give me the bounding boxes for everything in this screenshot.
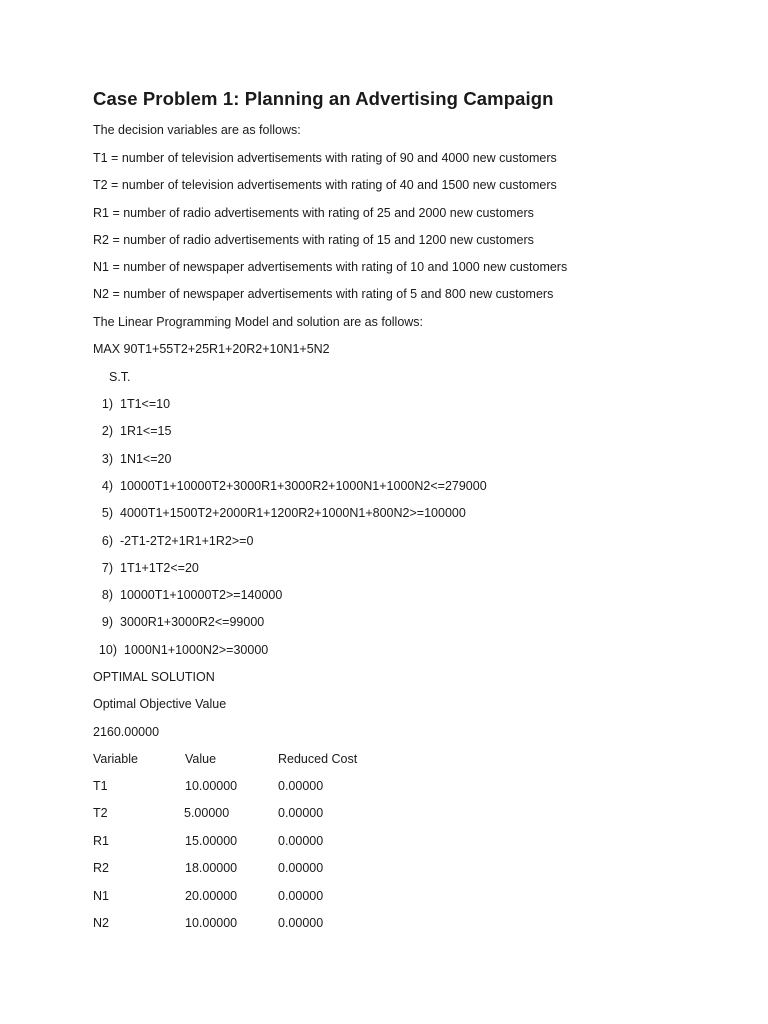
constraint-number: 10) [98, 643, 117, 657]
variable-definition-r2: R2 = number of radio advertisements with rating of 15 and 1200 new customers [93, 233, 534, 247]
table-cell-variable: R1 [93, 834, 109, 848]
constraint-2 [93, 424, 171, 438]
table-cell-variable: T2 [93, 806, 108, 820]
constraint-3 [93, 452, 171, 466]
constraint-number: 4) [101, 479, 113, 493]
constraint-number: 1) [101, 397, 113, 411]
constraint-number: 2) [101, 424, 113, 438]
constraint-number: 9) [101, 615, 113, 629]
model-intro-text: The Linear Programming Model and solution are as follows: [93, 315, 424, 329]
table-cell-reduced-cost: 0.00000 [278, 889, 324, 903]
subject-to-label: S.T. [109, 370, 131, 384]
objective-value: 2160.00000 [93, 725, 160, 739]
table-cell-reduced-cost: 0.00000 [278, 861, 324, 875]
table-cell-value: 5.00000 [184, 806, 230, 820]
table-cell-variable: T1 [93, 779, 108, 793]
table-cell-reduced-cost: 0.00000 [278, 834, 324, 848]
table-cell-variable: R2 [93, 861, 109, 875]
constraint-expression: 10000T1+10000T2+3000R1+3000R2+1000N1+1000N2<=279000 [120, 479, 487, 493]
table-cell-variable: N1 [93, 889, 109, 903]
table-cell-value: 15.00000 [185, 834, 238, 848]
constraint-8 [93, 588, 282, 602]
constraint-expression: 1T1+1T2<=20 [120, 561, 199, 575]
constraint-4 [93, 479, 487, 493]
table-cell-value: 18.00000 [185, 861, 238, 875]
column-header-variable: Variable [93, 752, 138, 766]
objective-function: MAX 90T1+55T2+25R1+20R2+10N1+5N2 [93, 342, 330, 356]
variable-definition-n2: N2 = number of newspaper advertisements with rating of 5 and 800 new customers [93, 287, 554, 301]
table-cell-value: 10.00000 [185, 779, 238, 793]
document-title: Case Problem 1: Planning an Advertising Campaign [93, 88, 554, 109]
table-cell-value: 10.00000 [185, 916, 238, 930]
constraint-number: 7) [101, 561, 113, 575]
objective-value-label: Optimal Objective Value [93, 697, 227, 711]
table-cell-reduced-cost: 0.00000 [278, 916, 324, 930]
column-header-value: Value [185, 752, 217, 766]
constraint-expression: 1N1<=20 [120, 452, 172, 466]
constraint-expression: 1T1<=10 [120, 397, 171, 411]
intro-text: The decision variables are as follows: [93, 123, 301, 137]
table-cell-reduced-cost: 0.00000 [278, 779, 324, 793]
constraint-7 [93, 561, 199, 575]
constraint-10 [97, 643, 268, 657]
constraint-number: 6) [101, 534, 113, 548]
constraint-expression: 10000T1+10000T2>=140000 [120, 588, 283, 602]
table-cell-variable: N2 [93, 916, 109, 930]
constraint-9 [93, 615, 264, 629]
constraint-expression: 1000N1+1000N2>=30000 [124, 643, 269, 657]
constraint-expression: 4000T1+1500T2+2000R1+1200R2+1000N1+800N2>=100000 [120, 506, 466, 520]
constraint-expression: 3000R1+3000R2<=99000 [120, 615, 265, 629]
variable-definition-r1: R1 = number of radio advertisements with rating of 25 and 2000 new customers [93, 206, 534, 220]
optimal-solution-heading: OPTIMAL SOLUTION [93, 670, 215, 684]
table-cell-reduced-cost: 0.00000 [278, 806, 324, 820]
constraint-6 [93, 534, 253, 548]
constraint-1 [93, 397, 170, 411]
table-cell-value: 20.00000 [185, 889, 238, 903]
constraint-number: 5) [101, 506, 113, 520]
constraint-5 [93, 506, 466, 520]
column-header-reduced-cost: Reduced Cost [278, 752, 358, 766]
constraint-number: 8) [101, 588, 113, 602]
constraint-expression: -2T1-2T2+1R1+1R2>=0 [120, 534, 254, 548]
constraint-number: 3) [101, 452, 113, 466]
constraint-expression: 1R1<=15 [120, 424, 172, 438]
variable-definition-t2: T2 = number of television advertisements with rating of 40 and 1500 new customers [93, 178, 557, 192]
variable-definition-t1: T1 = number of television advertisements with rating of 90 and 4000 new customers [93, 151, 557, 165]
variable-definition-n1: N1 = number of newspaper advertisements with rating of 10 and 1000 new customers [93, 260, 568, 274]
